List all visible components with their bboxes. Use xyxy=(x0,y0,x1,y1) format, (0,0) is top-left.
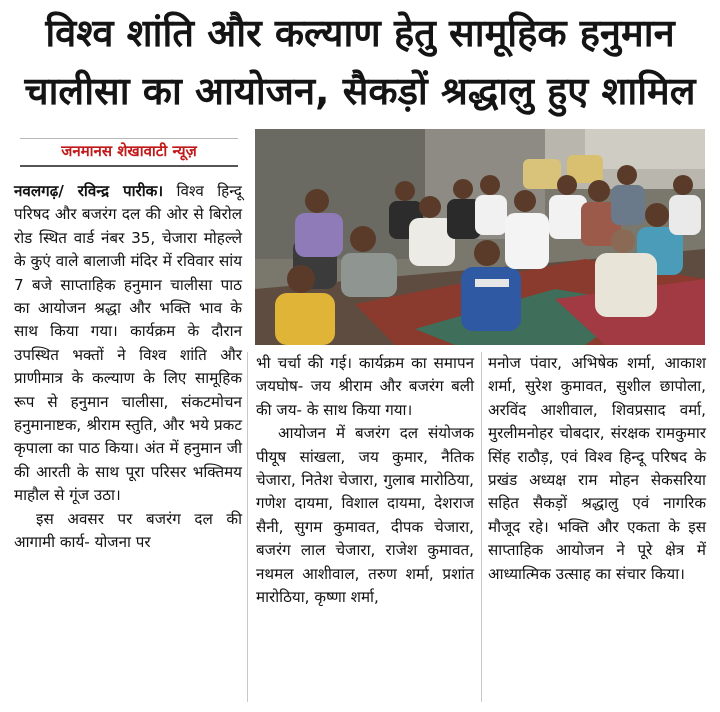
source-label: जनमानस शेखावाटी न्यूज़ xyxy=(20,138,238,167)
article-column-2 xyxy=(256,352,474,609)
headline-line-1: विश्व शांति और कल्याण हेतु सामूहिक हनुमान xyxy=(45,11,675,55)
column-2-paragraph-1: भी चर्चा की गई। कार्यक्रम का समापन जयघोष- जय श्रीराम और बजरंग बली की जय- के साथ किया गया। xyxy=(256,354,474,419)
group-prayer-photo-icon xyxy=(255,129,705,345)
column-1-paragraph-1: विश्व हिन्दू परिषद और बजरंग दल की ओर से बिरोल रोड स्थित वार्ड नंबर 35, चेजारा मोहल्ले के कुएं वाले बालाजी मंदिर में रविवार सांय 7 बजे साप्ताहिक हनुमान चालीसा पाठ का आयोजन श्रद्धा और भक्ति भाव के साथ किया गया। कार्यक्रम के दौरान उपस्थित भक्तों ने विश्व शांति और प्राणीमात्र के कल्याण के लिए सामूहिक रूप से हनुमान चालीसा, संकटमोचन हनुमानाष्टक, श्रीराम स्तुति, और भये प्रकट कृपाला का पाठ किया। अंत में हनुमान जी की आरती के साथ पूरा परिसर भक्तिमय माहौल से गूंज उठा। xyxy=(14,182,242,505)
article-column-3 xyxy=(488,352,706,586)
byline: नवलगढ़/ रविन्द्र पारीक। xyxy=(14,182,164,200)
column-divider xyxy=(481,352,482,702)
news-photo xyxy=(255,129,705,345)
column-divider xyxy=(247,352,248,702)
column-3-paragraph-1: मनोज पंवार, अभिषेक शर्मा, आकाश शर्मा, सुरेश कुमावत, सुशील छापोला, अरविंद आशीवाल, शिवप्रसाद वर्मा, मुरलीमनोहर चोबदार, संरक्षक रामकुमार सिंह राठौड़, एवं विश्व हिन्दू परिषद के प्रखंड अध्यक्ष राम मोहन सेकसरिया सहित सैकड़ों श्रद्धालु एवं नागरिक मौजूद रहे। भक्ति और एकता के इस साप्ताहिक आयोजन ने पूरे क्षेत्र में आध्यात्मिक उत्साह का संचार किया। xyxy=(488,354,706,583)
column-2-paragraph-2: आयोजन में बजरंग दल संयोजक पीयूष सांखला, जय कुमार, नैतिक चेजारा, नितेश चेजारा, गुलाब मारोठिया, गणेश दायमा, विशाल दायमा, देशराज सैनी, सुगम कुमावत, दीपक चेजारा, बजरंग लाल चेजारा, राजेश कुमावत, नथमल आशीवाल, तरुण शर्मा, प्रशांत मारोठिया, कृष्णा शर्मा, xyxy=(256,424,474,607)
headline xyxy=(0,4,720,120)
article-column-1 xyxy=(14,180,242,555)
column-1-paragraph-2: इस अवसर पर बजरंग दल की आगामी कार्य- योजना पर xyxy=(14,509,242,552)
headline-line-2: चालीसा का आयोजन, सैकड़ों श्रद्धालु हुए शामिल xyxy=(24,69,696,113)
